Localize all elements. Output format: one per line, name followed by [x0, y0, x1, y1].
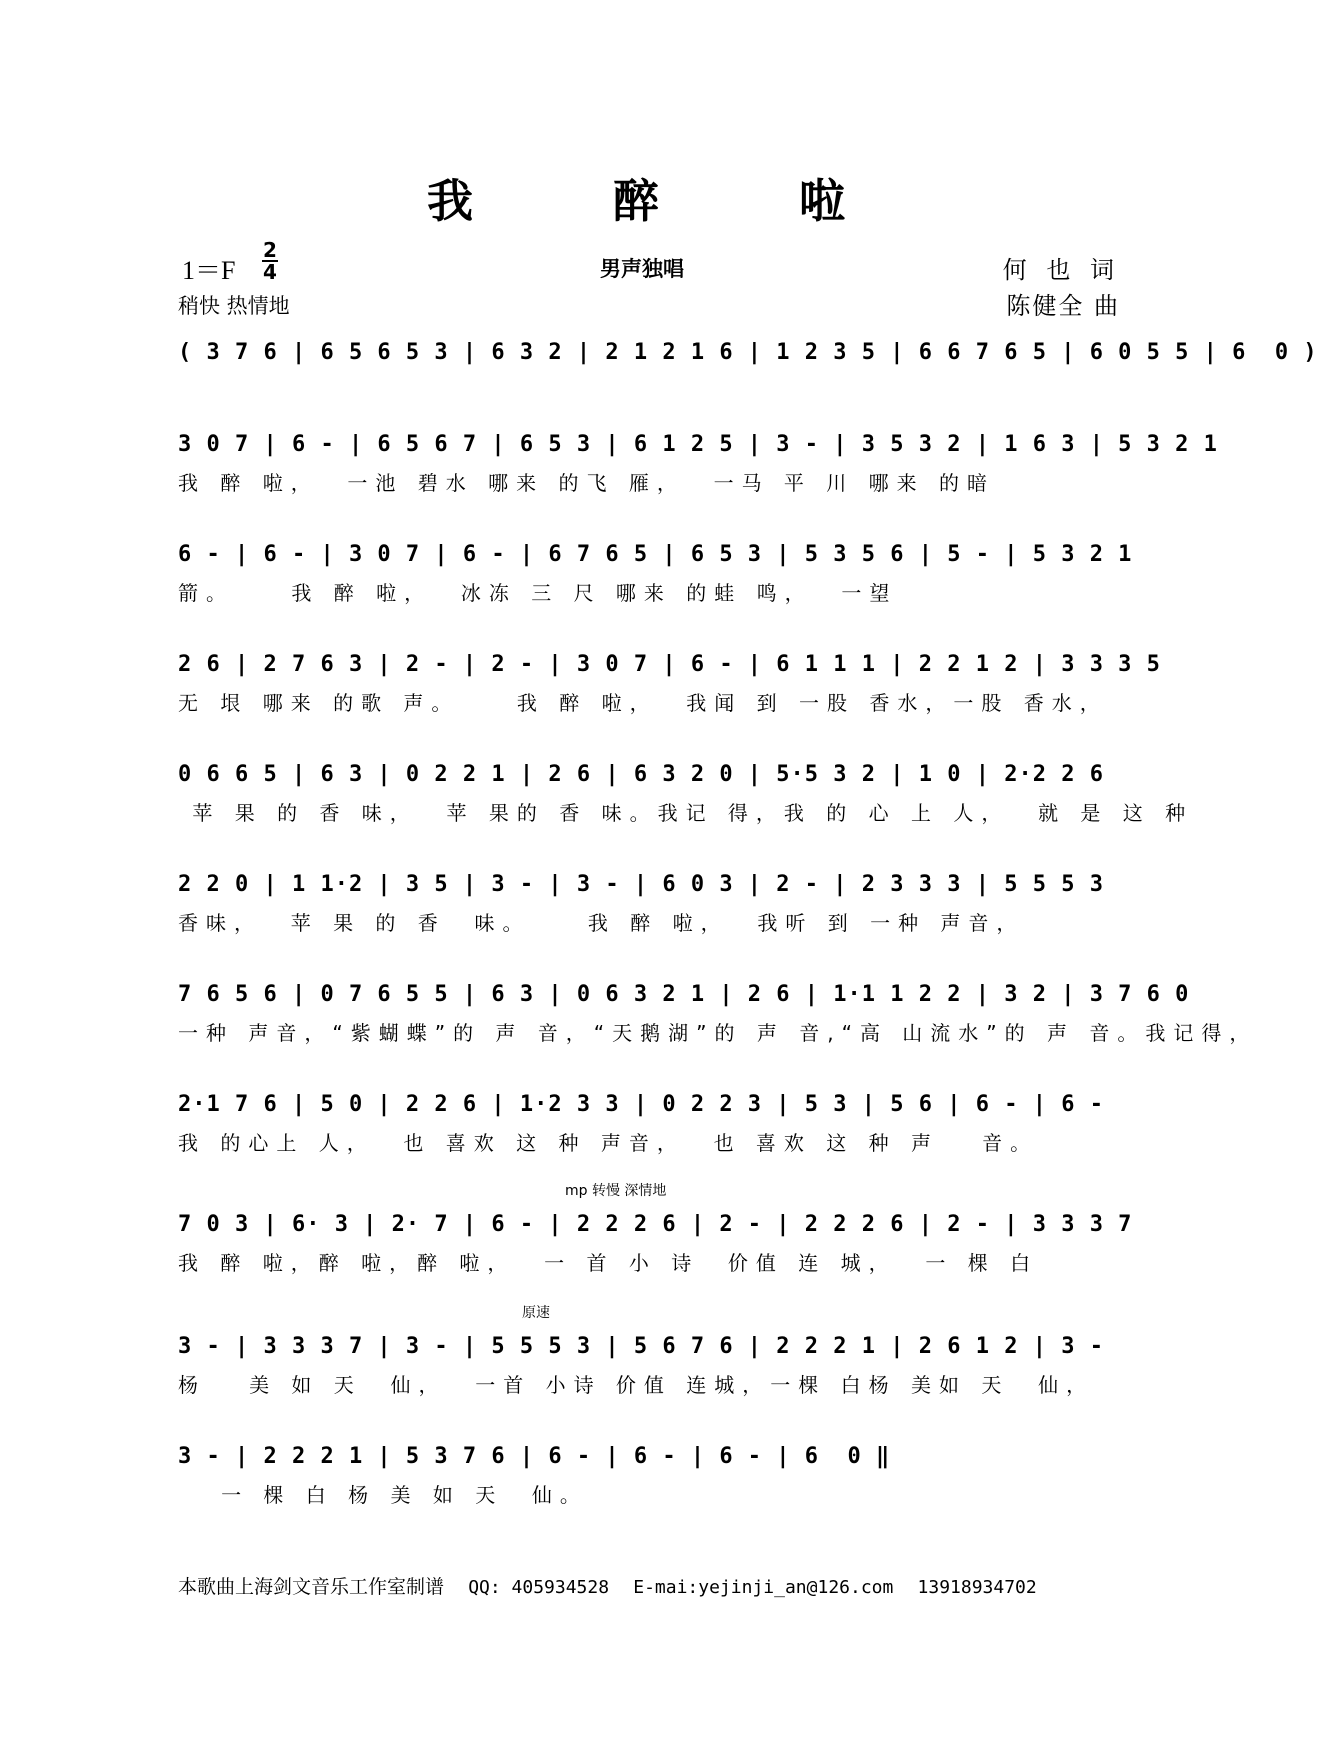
score-line-2 — [178, 428, 1218, 498]
score-line-6 — [178, 868, 1120, 938]
performer-label: 男声独唱 — [600, 257, 684, 281]
time-signature — [262, 240, 278, 282]
lyrics-row: 一 棵 白 杨 美 如 天 仙。 — [178, 1483, 588, 1507]
lyrics-row: 我 醉 啦， 一池 碧水 哪来 的飞 雁， 一马 平 川 哪来 的暗 — [178, 471, 996, 495]
score-line-4 — [178, 648, 1161, 718]
notation-row: 2·1 7 6 | 5 0 | 2 2 6 | 1·2 3 3 | 0 2 2 3 | 5 3 | 5 6 | 6 - | 6 - — [178, 1092, 1104, 1117]
lyrics-row: 杨 美 如 天 仙， 一首 小诗 价值 连城，一棵 白杨 美如 天 仙， — [178, 1373, 1095, 1397]
tempo-marking: 稍快 热情地 — [178, 294, 290, 318]
score-line-8 — [178, 1088, 1120, 1158]
notation-row: 3 0 7 | 6 - | 6 5 6 7 | 6 5 3 | 6 1 2 5 | 3 - | 3 5 3 2 | 1 6 3 | 5 3 2 1 — [178, 432, 1218, 457]
lyrics-row: 我 醉 啦，醉 啦，醉 啦， 一 首 小 诗 价值 连 城， 一 棵 白 — [178, 1251, 1039, 1275]
time-signature-bottom: 4 — [263, 260, 277, 284]
score-line-7 — [178, 978, 1258, 1048]
footer-phone: 13918934702 — [917, 1577, 1037, 1598]
notation-row: 6 - | 6 - | 3 0 7 | 6 - | 6 7 6 5 | 6 5 3 | 5 3 5 6 | 5 - | 5 3 2 1 — [178, 542, 1133, 567]
tempo-change-annotation: mp 转慢 深情地 — [565, 1183, 667, 1199]
lyrics-row: 苹 果 的 香 味， 苹 果的 香 味。我记 得，我 的 心 上 人， 就 是 这 种 — [178, 801, 1194, 825]
notation-row: 7 6 5 6 | 0 7 6 5 5 | 6 3 | 0 6 3 2 1 | 2 6 | 1·1 1 2 2 | 3 2 | 3 7 6 0 — [178, 982, 1190, 1007]
lyrics-row: 箭。 我 醉 啦， 冰冻 三 尺 哪来 的蛙 鸣， 一望 — [178, 581, 898, 605]
score-line-9 — [178, 1208, 1133, 1278]
notation-row: 2 2 0 | 1 1·2 | 3 5 | 3 - | 3 - | 6 0 3 | 2 - | 2 3 3 3 | 5 5 5 3 — [178, 872, 1104, 897]
footer-qq: QQ: 405934528 — [468, 1577, 610, 1598]
score-line-5 — [178, 758, 1194, 828]
footer-email: E-mai:yejinji_an@126.com — [633, 1577, 894, 1598]
score-line-1 — [178, 336, 1318, 406]
footer-credits — [178, 1572, 1037, 1599]
notation-row: 2 6 | 2 7 6 3 | 2 - | 2 - | 3 0 7 | 6 - | 6 1 1 1 | 2 2 1 2 | 3 3 3 5 — [178, 652, 1161, 677]
notation-row: 3 - | 3 3 3 7 | 3 - | 5 5 5 3 | 5 6 7 6 | 2 2 2 1 | 2 6 1 2 | 3 - — [178, 1334, 1104, 1359]
lyrics-row — [178, 376, 1120, 406]
footer-studio: 本歌曲上海剑文音乐工作室制谱 — [178, 1576, 445, 1598]
notation-row: ( 3 7 6 | 6 5 6 5 3 | 6 3 2 | 2 1 2 1 6 | 1 2 3 5 | 6 6 7 6 5 | 6 0 5 5 | 6 0 ) — [178, 340, 1318, 365]
notation-row: 3 - | 2 2 2 1 | 5 3 7 6 | 6 - | 6 - | 6 - | 6 0 ‖ — [178, 1444, 891, 1469]
lyrics-row: 我 的心上 人， 也 喜欢 这 种 声音， 也 喜欢 这 种 声 音。 — [178, 1131, 1039, 1155]
key-signature: 1＝F — [182, 256, 236, 285]
score-line-11 — [178, 1440, 1120, 1510]
composer-credit: 陈健全 曲 — [1006, 292, 1120, 320]
notation-row: 7 0 3 | 6· 3 | 2· 7 | 6 - | 2 2 2 6 | 2 - | 2 2 2 6 | 2 - | 3 3 3 7 — [178, 1212, 1133, 1237]
score-line-3 — [178, 538, 1133, 608]
lyrics-row: 香味， 苹 果 的 香 味。 我 醉 啦， 我听 到 一种 声音， — [178, 911, 1025, 935]
song-title: 我 醉 啦 — [426, 174, 908, 228]
lyricist-credit: 何 也 词 — [1002, 256, 1120, 284]
original-tempo-annotation: 原速 — [522, 1305, 550, 1321]
score-line-10 — [178, 1330, 1120, 1400]
lyrics-row: 一种 声音，“紫蝴蝶”的 声 音，“天鹅湖”的 声 音,“高 山流水”的 声 音。我记得， — [178, 1021, 1258, 1045]
notation-row: 0 6 6 5 | 6 3 | 0 2 2 1 | 2 6 | 6 3 2 0 | 5·5 3 2 | 1 0 | 2·2 2 6 — [178, 762, 1104, 787]
lyrics-row: 无 垠 哪来 的歌 声。 我 醉 啦， 我闻 到 一股 香水，一股 香水， — [178, 691, 1108, 715]
time-signature-top: 2 — [263, 238, 277, 262]
